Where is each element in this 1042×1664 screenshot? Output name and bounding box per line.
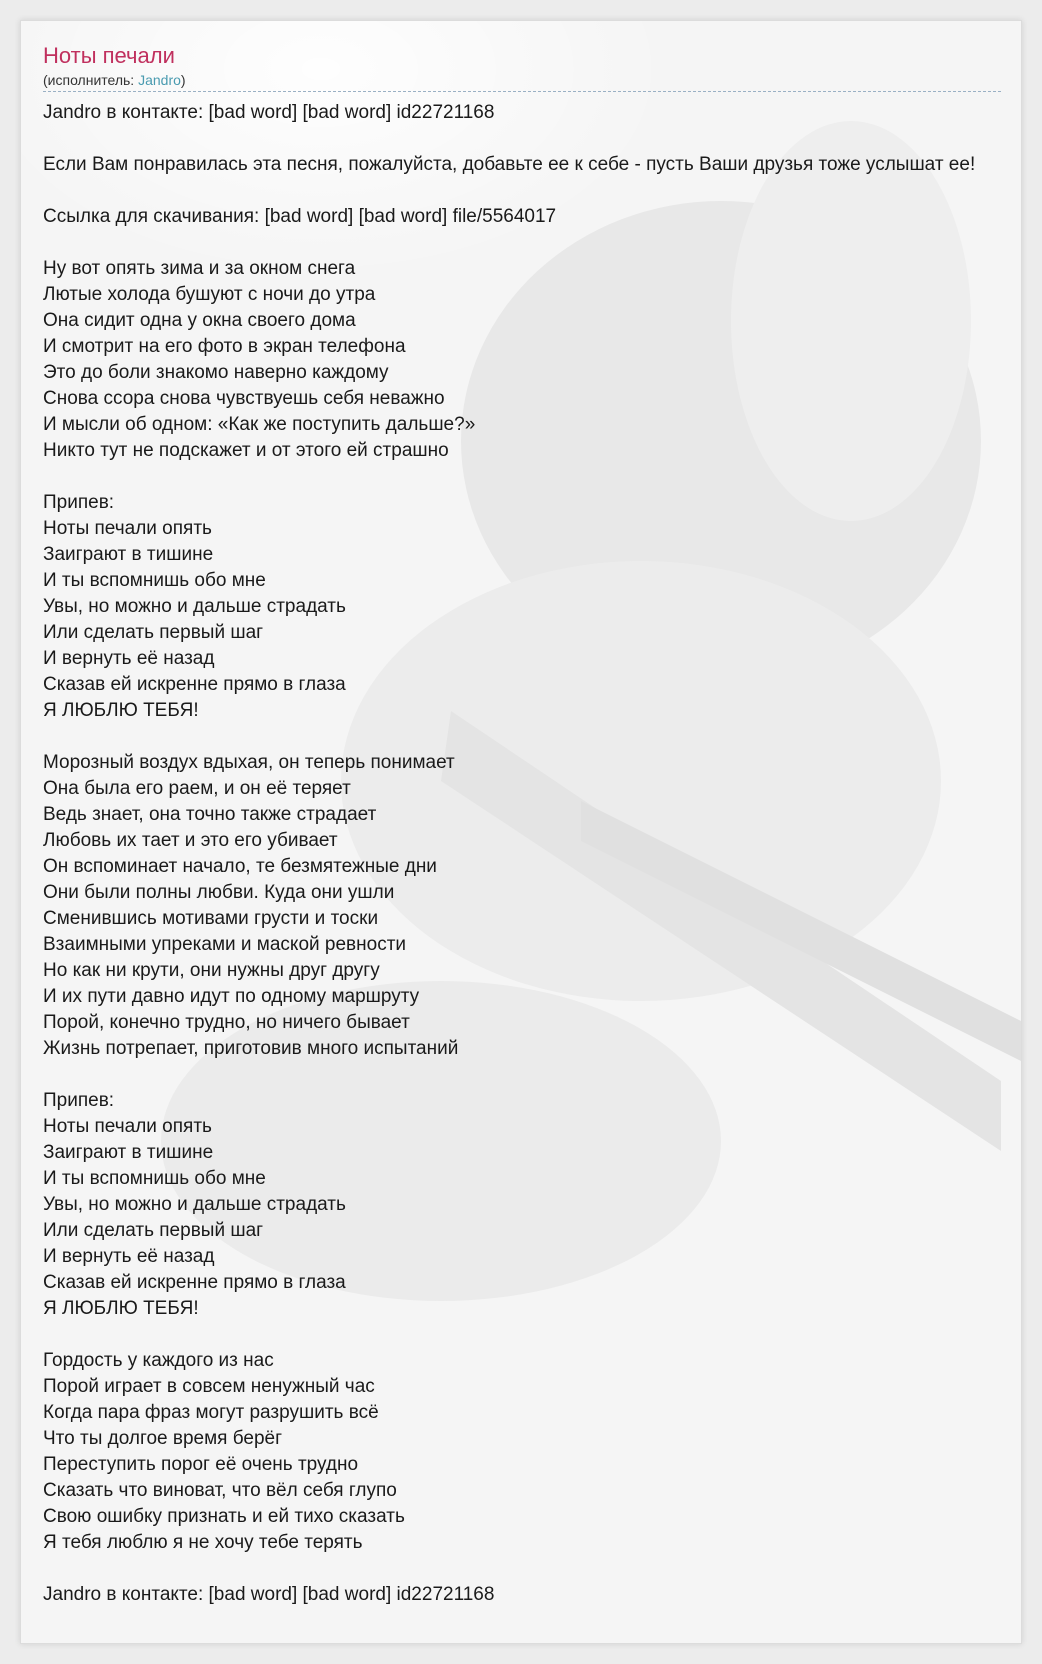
lyric-line: Увы, но можно и дальше страдать	[43, 596, 346, 617]
lyrics-content	[43, 41, 1022, 1608]
lyric-line: Они были полны любви. Куда они ушли	[43, 882, 395, 903]
lyric-line: Если Вам понравилась эта песня, пожалуйста, добавьте ее к себе - пусть Ваши друзья тоже услышат ее!	[43, 154, 976, 175]
blank-line	[43, 230, 1022, 256]
lyrics-text	[43, 100, 1022, 1608]
lyric-line: И смотрит на его фото в экран телефона	[43, 336, 406, 357]
lyric-line: Жизнь потрепает, приготовив много испытаний	[43, 1038, 459, 1059]
blank-line	[43, 1322, 1022, 1348]
lyric-line: Припев:	[43, 1090, 115, 1111]
lyric-line: Никто тут не подскажет и от этого ей страшно	[43, 440, 449, 461]
lyric-line: И вернуть её назад	[43, 1246, 215, 1267]
lyric-line: Гордость у каждого из нас	[43, 1350, 274, 1371]
lyric-line: Она была его раем, и он её теряет	[43, 778, 351, 799]
lyric-line: Что ты долгое время берёг	[43, 1428, 283, 1449]
lyric-line: Порой играет в совсем ненужный час	[43, 1376, 375, 1397]
lyric-line: Сказав ей искренне прямо в глаза	[43, 1272, 346, 1293]
blank-line	[43, 724, 1022, 750]
lyric-line: Заиграют в тишине	[43, 544, 214, 565]
lyric-line: Я ЛЮБЛЮ ТЕБЯ!	[43, 1298, 199, 1319]
lyric-line: Сказать что виноват, что вёл себя глупо	[43, 1480, 397, 1501]
lyric-line: Заиграют в тишине	[43, 1142, 214, 1163]
lyric-line: Увы, но можно и дальше страдать	[43, 1194, 346, 1215]
lyric-line: Ссылка для скачивания: [bad word] [bad word] file/5564017	[43, 206, 557, 227]
lyric-line: Свою ошибку признать и ей тихо сказать	[43, 1506, 405, 1527]
performer-line	[43, 71, 1001, 92]
lyric-line: Я ЛЮБЛЮ ТЕБЯ!	[43, 700, 199, 721]
lyric-line: Когда пара фраз могут разрушить всё	[43, 1402, 379, 1423]
lyrics-panel	[20, 20, 1022, 1644]
lyric-line: Любовь их тает и это его убивает	[43, 830, 338, 851]
lyric-line: Он вспоминает начало, те безмятежные дни	[43, 856, 437, 877]
lyric-line: Сказав ей искренне прямо в глаза	[43, 674, 346, 695]
lyric-line: И вернуть её назад	[43, 648, 215, 669]
lyric-line: Сменившись мотивами грусти и тоски	[43, 908, 379, 929]
blank-line	[43, 178, 1022, 204]
lyric-line: Взаимными упреками и маской ревности	[43, 934, 407, 955]
lyric-line: Или сделать первый шаг	[43, 622, 264, 643]
lyric-line: И мысли об одном: «Как же поступить дальше?»	[43, 414, 476, 435]
blank-line	[43, 126, 1022, 152]
lyric-line: Я тебя люблю я не хочу тебе терять	[43, 1532, 363, 1553]
lyric-line: Но как ни крути, они нужны друг другу	[43, 960, 380, 981]
lyric-line: Морозный воздух вдыхая, он теперь понимает	[43, 752, 455, 773]
lyric-line: Ноты печали опять	[43, 1116, 212, 1137]
lyric-line: Ну вот опять зима и за окном снега	[43, 258, 356, 279]
lyric-line: Jandro в контакте: [bad word] [bad word] id22721168	[43, 102, 495, 123]
lyric-line: Jandro в контакте: [bad word] [bad word] id22721168	[43, 1584, 495, 1605]
artist-link[interactable]: Jandro	[138, 72, 181, 88]
song-title: Ноты печали	[43, 43, 175, 68]
lyric-line: Это до боли знакомо наверно каждому	[43, 362, 389, 383]
lyric-line: Она сидит одна у окна своего дома	[43, 310, 356, 331]
lyric-line: Припев:	[43, 492, 115, 513]
lyric-line: Или сделать первый шаг	[43, 1220, 264, 1241]
lyric-line: Порой, конечно трудно, но ничего бывает	[43, 1012, 410, 1033]
blank-line	[43, 464, 1022, 490]
blank-line	[43, 1556, 1022, 1582]
blank-line	[43, 1062, 1022, 1088]
performer-prefix: (исполнитель:	[43, 72, 139, 88]
performer-suffix: )	[180, 72, 186, 88]
lyric-line: Снова ссора снова чувствуешь себя неважно	[43, 388, 445, 409]
lyric-line: Лютые холода бушуют с ночи до утра	[43, 284, 376, 305]
lyric-line: Переступить порог её очень трудно	[43, 1454, 359, 1475]
lyric-line: Ноты печали опять	[43, 518, 212, 539]
lyric-line: И ты вспомнишь обо мне	[43, 1168, 266, 1189]
lyric-line: И ты вспомнишь обо мне	[43, 570, 266, 591]
lyric-line: Ведь знает, она точно также страдает	[43, 804, 377, 825]
lyric-line: И их пути давно идут по одному маршруту	[43, 986, 420, 1007]
